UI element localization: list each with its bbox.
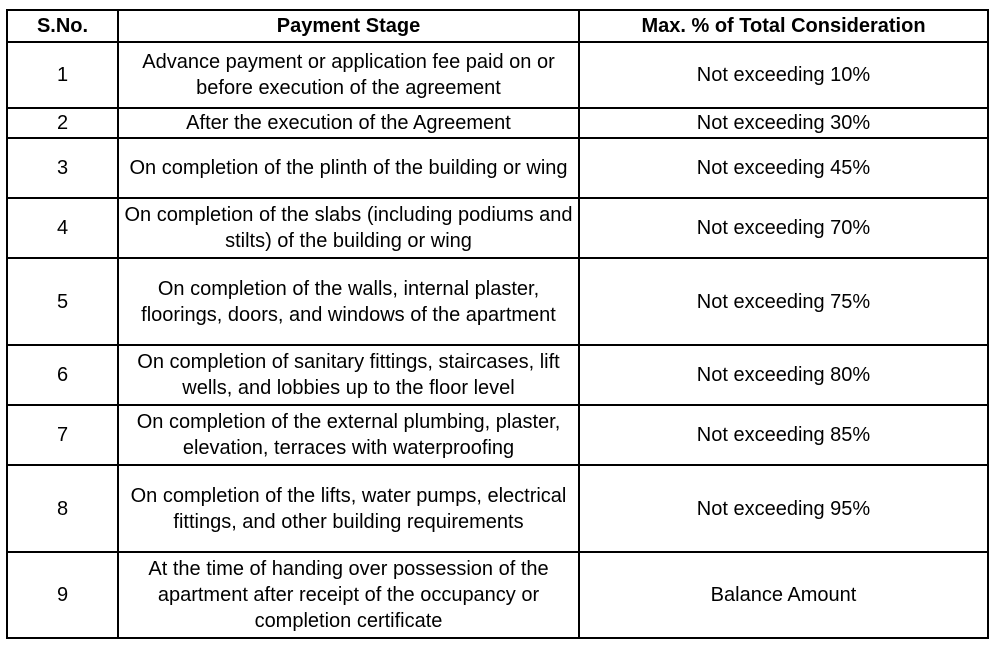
cell-sno: 8: [7, 465, 118, 552]
cell-payment-stage: On completion of the external plumbing, plaster, elevation, terraces with waterproofing: [118, 405, 579, 465]
table-row: [7, 552, 988, 638]
cell-sno: 6: [7, 345, 118, 405]
header-row: [7, 10, 988, 42]
table-row: [7, 198, 988, 258]
table-row: [7, 108, 988, 138]
cell-max-percent: Not exceeding 95%: [579, 465, 988, 552]
cell-payment-stage: On completion of sanitary fittings, staircases, lift wells, and lobbies up to the floor level: [118, 345, 579, 405]
cell-sno: 2: [7, 108, 118, 138]
header-max-percent: Max. % of Total Consideration: [579, 10, 988, 42]
cell-payment-stage: On completion of the plinth of the building or wing: [118, 138, 579, 198]
cell-payment-stage: On completion of the slabs (including podiums and stilts) of the building or wing: [118, 198, 579, 258]
cell-max-percent: Not exceeding 80%: [579, 345, 988, 405]
cell-sno: 1: [7, 42, 118, 108]
cell-payment-stage: At the time of handing over possession of the apartment after receipt of the occupancy or completion certificate: [118, 552, 579, 638]
cell-max-percent: Not exceeding 10%: [579, 42, 988, 108]
cell-sno: 7: [7, 405, 118, 465]
cell-max-percent: Not exceeding 85%: [579, 405, 988, 465]
cell-max-percent: Not exceeding 45%: [579, 138, 988, 198]
table-row: [7, 465, 988, 552]
cell-max-percent: Not exceeding 75%: [579, 258, 988, 345]
table-row: [7, 258, 988, 345]
cell-payment-stage: On completion of the walls, internal plaster, floorings, doors, and windows of the apartment: [118, 258, 579, 345]
table-row: [7, 138, 988, 198]
cell-max-percent: Balance Amount: [579, 552, 988, 638]
cell-sno: 9: [7, 552, 118, 638]
header-payment-stage: Payment Stage: [118, 10, 579, 42]
table-row: [7, 405, 988, 465]
table-row: [7, 42, 988, 108]
cell-payment-stage: After the execution of the Agreement: [118, 108, 579, 138]
cell-payment-stage: Advance payment or application fee paid on or before execution of the agreement: [118, 42, 579, 108]
header-sno: S.No.: [7, 10, 118, 42]
cell-max-percent: Not exceeding 70%: [579, 198, 988, 258]
cell-sno: 5: [7, 258, 118, 345]
payment-schedule-table: [6, 9, 989, 639]
cell-payment-stage: On completion of the lifts, water pumps, electrical fittings, and other building requirements: [118, 465, 579, 552]
cell-sno: 3: [7, 138, 118, 198]
table-row: [7, 345, 988, 405]
cell-max-percent: Not exceeding 30%: [579, 108, 988, 138]
cell-sno: 4: [7, 198, 118, 258]
